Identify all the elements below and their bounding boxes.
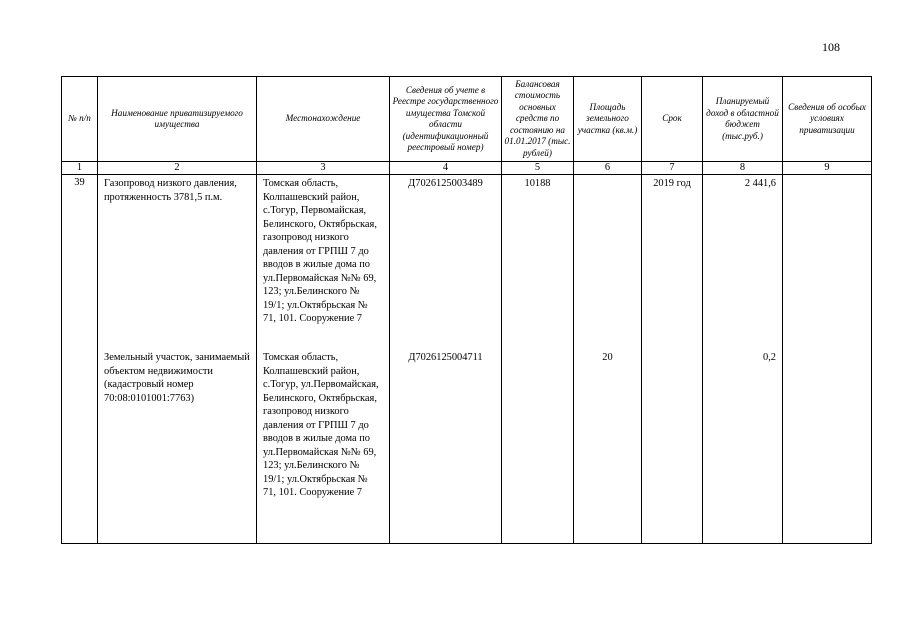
income-cell — [703, 175, 783, 544]
header-location: Местонахождение — [257, 77, 390, 162]
area-cell — [574, 175, 642, 544]
privatization-table — [61, 76, 872, 544]
header-income: Планируемый доход в областной бюджет (тыс.руб.) — [703, 77, 783, 162]
item-name: Земельный участок, занимаемый объектом недвижимости (кадастровый номер 70:08:0101001:7763) — [104, 352, 250, 404]
column-number: 2 — [98, 162, 257, 175]
item-location: Томская область, Колпашевский район, с.Тогур, Первомайская, Белинского, Октябрьская, газопровод низкого давления от ГРПШ 7 до вводов в жилые дома по ул.Первомайская №№ 69, 123; ул.Белинского № 19/1; ул.Октябрьская № 71, 101. Сооружение 7 — [263, 178, 377, 325]
balance-cell — [502, 175, 574, 544]
column-number: 4 — [390, 162, 502, 175]
item-balance-value: 10188 — [524, 178, 551, 189]
term-cell — [642, 175, 703, 544]
column-number: 6 — [574, 162, 642, 175]
column-number: 3 — [257, 162, 390, 175]
row-number: 39 — [62, 175, 98, 544]
table-row — [62, 175, 872, 544]
item-registry-id: Д7026125003489 — [408, 178, 483, 189]
item-term — [645, 350, 699, 542]
page-number: 108 — [822, 40, 840, 54]
item-balance-value — [505, 350, 570, 542]
item-area — [577, 176, 638, 350]
column-number: 5 — [502, 162, 574, 175]
name-cell — [98, 175, 257, 544]
special-conditions-cell — [783, 175, 872, 544]
column-number: 9 — [783, 162, 872, 175]
item-income: 0,2 — [763, 352, 776, 363]
header-num: № п/п — [62, 77, 98, 162]
header-term: Срок — [642, 77, 703, 162]
header-row — [62, 77, 872, 162]
location-cell — [257, 175, 390, 544]
header-registry: Сведения об учете в Реестре государственного имущества Томской области (идентификационный реестровый номер) — [390, 77, 502, 162]
column-number-row — [62, 162, 872, 175]
column-number: 8 — [703, 162, 783, 175]
item-registry-id: Д7026125004711 — [408, 352, 483, 363]
header-conditions: Сведения об особых условиях приватизации — [783, 77, 872, 162]
item-location: Томская область, Колпашевский район, с.Тогур, ул.Первомайская, Белинского, Октябрьская, газопровод низкого давления от ГРПШ 7 до вводов в жилые дома по ул.Первомайская №№ 69, 123; ул.Белинского № 19/1; ул.Октябрьская № 71, 101. Сооружение 7 — [263, 352, 379, 499]
column-number: 1 — [62, 162, 98, 175]
header-balance: Балансовая стоимость основных средств по состоянию на 01.01.2017 (тыс. рублей) — [502, 77, 574, 162]
registry-cell — [390, 175, 502, 544]
item-income: 2 441,6 — [744, 178, 776, 189]
item-term: 2019 год — [653, 178, 691, 189]
column-number: 7 — [642, 162, 703, 175]
item-area: 20 — [602, 352, 613, 363]
header-area: Площадь земельного участка (кв.м.) — [574, 77, 642, 162]
header-name: Наименование приватизируемого имущества — [98, 77, 257, 162]
item-name: Газопровод низкого давления, протяженность 3781,5 п.м. — [104, 178, 237, 203]
